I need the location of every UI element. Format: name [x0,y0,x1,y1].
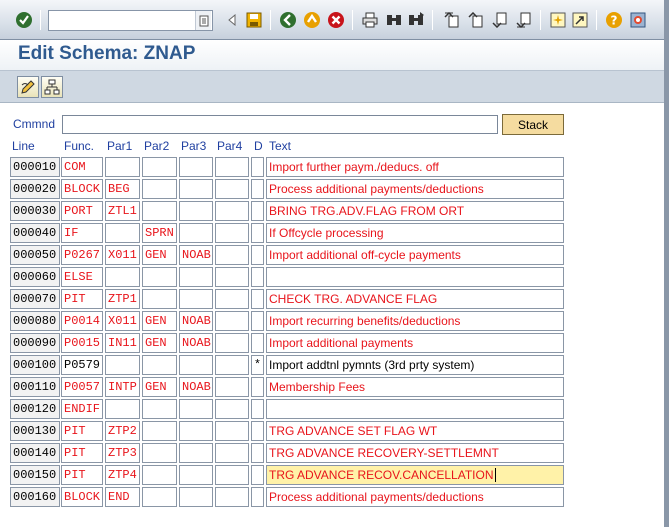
cell-line[interactable]: 000160 [10,487,60,507]
cell-par2[interactable]: GEN [142,245,177,265]
help-icon[interactable] [604,10,624,30]
cell-func[interactable]: COM [61,157,103,177]
cell-text[interactable] [266,399,564,419]
cell-par2[interactable] [142,421,177,441]
cell-text[interactable]: TRG ADVANCE RECOV.CANCELLATION [266,465,564,485]
column-header-func: Func. [64,139,95,153]
back-icon[interactable] [278,10,298,30]
cell-par4[interactable] [215,377,249,397]
cell-par2[interactable]: GEN [142,333,177,353]
cell-par3[interactable] [179,355,213,375]
cell-func[interactable]: P0015 [61,333,103,353]
last-page-icon[interactable] [514,10,534,30]
cell-d[interactable] [251,157,264,177]
cell-par4[interactable] [215,157,249,177]
table-row [0,245,669,265]
cell-par1[interactable] [105,355,140,375]
cell-par1[interactable]: IN11 [105,333,140,353]
cell-par1[interactable] [105,223,140,243]
cell-d[interactable] [251,267,264,287]
cell-d[interactable] [251,333,264,353]
cell-par1[interactable]: ZTP1 [105,289,140,309]
cell-d[interactable] [251,179,264,199]
cell-line[interactable]: 000060 [10,267,60,287]
cell-d[interactable] [251,223,264,243]
table-row [0,421,669,441]
column-header-d: D [254,139,263,153]
cell-par3[interactable] [179,157,213,177]
cell-func[interactable]: IF [61,223,103,243]
cell-line[interactable]: 000100 [10,355,60,375]
exit-icon[interactable] [302,10,322,30]
command-line-label: Cmmnd [13,117,56,131]
window-border [664,0,669,527]
cell-line[interactable]: 000130 [10,421,60,441]
cell-func[interactable]: ELSE [61,267,103,287]
table-row [0,443,669,463]
layout-icon[interactable] [628,10,648,30]
cell-par2[interactable] [142,443,177,463]
cell-d[interactable] [251,311,264,331]
cell-par4[interactable] [215,443,249,463]
cell-par1[interactable]: X011 [105,311,140,331]
cell-par3[interactable] [179,267,213,287]
cell-text[interactable]: Import additional off-cycle payments [266,245,564,265]
table-row [0,267,669,287]
cell-par3[interactable] [179,465,213,485]
cell-par4[interactable] [215,487,249,507]
cell-line[interactable]: 000070 [10,289,60,309]
cell-line[interactable]: 000150 [10,465,60,485]
page-title: Edit Schema: ZNAP [18,43,196,64]
tree-structure-icon[interactable] [41,76,63,98]
cell-text[interactable]: CHECK TRG. ADVANCE FLAG [266,289,564,309]
cell-par3[interactable] [179,443,213,463]
find-icon[interactable] [384,10,404,30]
shortcut-icon[interactable] [570,10,590,30]
print-icon[interactable] [360,10,380,30]
next-page-icon[interactable] [490,10,510,30]
cell-func[interactable]: PIT [61,443,103,463]
cell-par4[interactable] [215,399,249,419]
cell-par2[interactable]: SPRN [142,223,177,243]
table-row [0,355,669,375]
cell-par4[interactable] [215,289,249,309]
cell-par3[interactable]: NOAB [179,245,213,265]
cell-par2[interactable] [142,179,177,199]
cell-par2[interactable] [142,267,177,287]
edit-pencil-icon[interactable] [17,76,39,98]
column-header-par3: Par3 [181,139,207,153]
cell-par2[interactable] [142,201,177,221]
cell-d[interactable] [251,399,264,419]
table-row [0,333,669,353]
cell-par4[interactable] [215,355,249,375]
cell-text[interactable]: TRG ADVANCE SET FLAG WT [266,421,564,441]
table-row [0,289,669,309]
cell-d[interactable] [251,421,264,441]
cell-par1[interactable] [105,157,140,177]
title-bar [0,40,669,71]
cell-d[interactable] [251,289,264,309]
column-header-par2: Par2 [144,139,170,153]
svg-text:?: ? [610,13,618,28]
column-header-par1: Par1 [107,139,133,153]
schema-editor [0,103,669,527]
cell-par1[interactable] [105,267,140,287]
cell-par2[interactable] [142,289,177,309]
cell-d[interactable]: * [251,355,264,375]
text-cursor [495,468,496,482]
cell-par1[interactable]: ZTP4 [105,465,140,485]
cell-text[interactable]: Import recurring benefits/deductions [266,311,564,331]
command-field[interactable] [48,10,213,31]
cell-text[interactable]: Import additional payments [266,333,564,353]
cell-text[interactable]: BRING TRG.ADV.FLAG FROM ORT [266,201,564,221]
system-toolbar [0,0,669,40]
cell-par1[interactable]: X011 [105,245,140,265]
cell-text[interactable]: Import further paym./deducs. off [266,157,564,177]
find-next-icon[interactable] [406,10,426,30]
cell-line[interactable]: 000020 [10,179,60,199]
create-session-icon[interactable] [548,10,568,30]
cell-par3[interactable]: NOAB [179,311,213,331]
cell-text[interactable] [266,267,564,287]
cell-par4[interactable] [215,421,249,441]
cell-par3[interactable] [179,223,213,243]
cell-d[interactable] [251,245,264,265]
cell-func[interactable]: P0014 [61,311,103,331]
cell-func[interactable]: PIT [61,465,103,485]
cell-par1[interactable]: BEG [105,179,140,199]
enter-icon[interactable] [14,10,34,30]
cell-d[interactable] [251,487,264,507]
cell-par2[interactable] [142,487,177,507]
first-page-icon[interactable] [442,10,462,30]
cell-func[interactable]: PIT [61,289,103,309]
table-row [0,179,669,199]
cell-text[interactable]: Membership Fees [266,377,564,397]
cell-line[interactable]: 000090 [10,333,60,353]
cell-func[interactable]: P0579 [61,355,103,375]
cell-par2[interactable] [142,157,177,177]
cell-text[interactable]: TRG ADVANCE RECOVERY-SETTLEMNT [266,443,564,463]
cell-line[interactable]: 000120 [10,399,60,419]
cell-par4[interactable] [215,223,249,243]
cell-line[interactable]: 000050 [10,245,60,265]
cell-par4[interactable] [215,311,249,331]
cell-func[interactable]: PIT [61,421,103,441]
cell-func[interactable]: ENDIF [61,399,103,419]
cell-d[interactable] [251,201,264,221]
cell-par4[interactable] [215,465,249,485]
cell-line[interactable]: 000110 [10,377,60,397]
cell-func[interactable]: BLOCK [61,487,103,507]
cell-par3[interactable]: NOAB [179,333,213,353]
cell-par4[interactable] [215,201,249,221]
cell-par1[interactable]: ZTL1 [105,201,140,221]
table-row [0,223,669,243]
back-triangle-icon[interactable] [222,10,242,30]
cell-text[interactable]: Process additional payments/deductions [266,487,564,507]
cell-d[interactable] [251,465,264,485]
application-toolbar [0,71,669,103]
cancel-icon[interactable] [326,10,346,30]
cell-func[interactable]: P0267 [61,245,103,265]
cell-par3[interactable] [179,399,213,419]
cell-par1[interactable]: ZTP3 [105,443,140,463]
cell-par2[interactable]: GEN [142,311,177,331]
cell-par1[interactable] [105,399,140,419]
command-history-icon[interactable] [195,11,211,30]
cell-par2[interactable] [142,399,177,419]
cell-par2[interactable] [142,465,177,485]
cell-par4[interactable] [215,267,249,287]
cell-par1[interactable]: ZTP2 [105,421,140,441]
cell-line[interactable]: 000140 [10,443,60,463]
cell-line[interactable]: 000030 [10,201,60,221]
cell-par3[interactable] [179,487,213,507]
cell-text[interactable]: Process additional payments/deductions [266,179,564,199]
cell-par1[interactable]: END [105,487,140,507]
cell-par3[interactable] [179,421,213,441]
cell-par4[interactable] [215,333,249,353]
save-icon[interactable] [244,10,264,30]
cell-func[interactable]: PORT [61,201,103,221]
column-header-par4: Par4 [217,139,243,153]
cell-line[interactable]: 000080 [10,311,60,331]
cell-par1[interactable]: INTP [105,377,140,397]
table-row [0,201,669,221]
table-row [0,487,669,507]
table-row [0,377,669,397]
cell-line[interactable]: 000040 [10,223,60,243]
table-row [0,465,669,485]
cell-par3[interactable] [179,289,213,309]
cell-par4[interactable] [215,245,249,265]
cell-par3[interactable]: NOAB [179,377,213,397]
table-row [0,311,669,331]
stack-button[interactable]: Stack [502,114,564,135]
cell-func[interactable]: BLOCK [61,179,103,199]
table-row [0,157,669,177]
cell-line[interactable]: 000010 [10,157,60,177]
cell-text[interactable]: Import addtnl pymnts (3rd prty system) [266,355,564,375]
cell-par2[interactable]: GEN [142,377,177,397]
cell-par4[interactable] [215,179,249,199]
cell-par2[interactable] [142,355,177,375]
cell-par3[interactable] [179,179,213,199]
cell-func[interactable]: P0057 [61,377,103,397]
cell-text[interactable]: If Offcycle processing [266,223,564,243]
table-row [0,399,669,419]
cell-par3[interactable] [179,201,213,221]
cell-d[interactable] [251,377,264,397]
column-header-text: Text [269,139,292,153]
command-line-input[interactable] [62,115,498,134]
column-header-line: Line [12,139,35,153]
cell-d[interactable] [251,443,264,463]
previous-page-icon[interactable] [466,10,486,30]
